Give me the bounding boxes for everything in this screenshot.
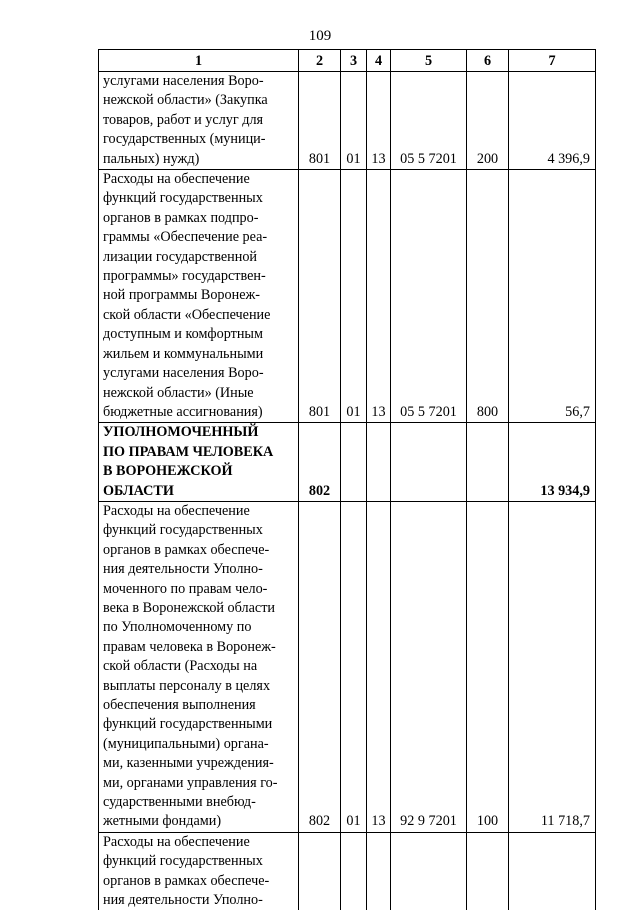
section-code-cell [341, 832, 367, 910]
description-line: по Уполномоченному по [103, 619, 252, 636]
column-header: 3 [341, 50, 367, 72]
description-line: нежской области» (Иные [103, 384, 254, 401]
description-line: века в Воронежской области [103, 599, 275, 616]
description-line: ния деятельности Уполно- [103, 561, 263, 578]
expense-type-cell [467, 423, 509, 502]
description-line: ПО ПРАВАМ ЧЕЛОВЕКА [103, 443, 274, 460]
expense-type-cell: 200 [467, 72, 509, 170]
description-line: ской области «Обеспечение [103, 306, 271, 323]
description-line: В ВОРОНЕЖСКОЙ [103, 463, 233, 480]
subsection-code-cell: 13 [367, 501, 391, 832]
table-row [99, 72, 596, 170]
description-line: жильем и коммунальными [103, 345, 264, 362]
column-header: 2 [299, 50, 341, 72]
description-line: ми, казенными учреждения- [103, 755, 274, 772]
table-row [99, 170, 596, 423]
description-line: ми, органами управления го- [103, 774, 278, 791]
description-line: органов в рамках подпро- [103, 209, 259, 226]
table-row [99, 423, 596, 502]
description-line: доступным и комфортным [103, 326, 263, 343]
column-header: 5 [391, 50, 467, 72]
page-number: 109 [308, 28, 332, 44]
description-line: ния деятельности Уполно- [103, 892, 263, 909]
table-header-row [99, 50, 596, 72]
section-code-cell: 01 [341, 170, 367, 423]
amount-cell [509, 832, 596, 910]
description-line: ской области (Расходы на [103, 658, 258, 675]
description-line: функций государственных [103, 190, 263, 207]
column-header: 6 [467, 50, 509, 72]
section-code-cell: 01 [341, 72, 367, 170]
description-line: функций государственных [103, 853, 263, 870]
description-line: государственных (муници- [103, 131, 266, 148]
description-line: пальных) нужд) [103, 150, 200, 167]
description-line: органов в рамках обеспече- [103, 541, 270, 558]
amount-cell: 13 934,9 [509, 423, 596, 502]
ministry-code-cell: 802 [299, 423, 341, 502]
ministry-code-cell: 802 [299, 501, 341, 832]
column-header: 7 [509, 50, 596, 72]
description-line: функций государственными [103, 716, 273, 733]
ministry-code-cell: 801 [299, 170, 341, 423]
description-line: услугами населения Воро- [103, 365, 264, 382]
target-article-cell: 92 9 7201 [391, 501, 467, 832]
amount-cell: 11 718,7 [509, 501, 596, 832]
section-code-cell: 01 [341, 501, 367, 832]
description-line: обеспечения выполнения [103, 697, 256, 713]
expense-type-cell [467, 832, 509, 910]
description-line: сударственными внебюд- [103, 794, 256, 811]
description-line: Расходы на обеспечение [103, 502, 250, 519]
description-line: ОБЛАСТИ [103, 482, 174, 499]
description-line: Расходы на обеспечение [103, 171, 250, 188]
row-description [99, 501, 299, 832]
description-line: бюджетные ассигнования) [103, 403, 263, 420]
subsection-code-cell [367, 423, 391, 502]
ministry-code-cell [299, 832, 341, 910]
table-row [99, 501, 596, 832]
description-line: функций государственных [103, 522, 263, 539]
description-line: УПОЛНОМОЧЕННЫЙ [103, 424, 259, 441]
expense-type-cell: 100 [467, 501, 509, 832]
description-line: нежской области» (Закупка [103, 92, 268, 109]
row-description [99, 72, 299, 170]
subsection-code-cell [367, 832, 391, 910]
description-line: моченного по правам чело- [103, 580, 268, 597]
description-line: жетными фондами) [103, 813, 222, 830]
description-line: услугами населения Воро- [103, 73, 264, 89]
expense-type-cell: 800 [467, 170, 509, 423]
description-line: правам человека в Воронеж- [103, 638, 276, 655]
budget-table [98, 49, 596, 910]
description-line: товаров, работ и услуг для [103, 111, 264, 128]
description-line: выплаты персоналу в целях [103, 677, 271, 694]
amount-cell: 56,7 [509, 170, 596, 423]
description-line: Расходы на обеспечение [103, 833, 250, 850]
description-line: ной программы Воронеж- [103, 287, 261, 304]
subsection-code-cell: 13 [367, 72, 391, 170]
row-description [99, 170, 299, 423]
row-description [99, 832, 299, 910]
description-line: граммы «Обеспечение реа- [103, 229, 268, 246]
amount-cell: 4 396,9 [509, 72, 596, 170]
section-code-cell [341, 423, 367, 502]
target-article-cell [391, 832, 467, 910]
ministry-code-cell: 801 [299, 72, 341, 170]
description-line: лизации государственной [103, 248, 258, 265]
row-description [99, 423, 299, 502]
table-row [99, 832, 596, 910]
target-article-cell: 05 5 7201 [391, 72, 467, 170]
column-header: 4 [367, 50, 391, 72]
subsection-code-cell: 13 [367, 170, 391, 423]
description-line: органов в рамках обеспече- [103, 872, 270, 889]
target-article-cell: 05 5 7201 [391, 170, 467, 423]
description-line: (муниципальными) органа- [103, 735, 269, 752]
description-line: программы» государствен- [103, 268, 266, 285]
target-article-cell [391, 423, 467, 502]
column-header: 1 [99, 50, 299, 72]
